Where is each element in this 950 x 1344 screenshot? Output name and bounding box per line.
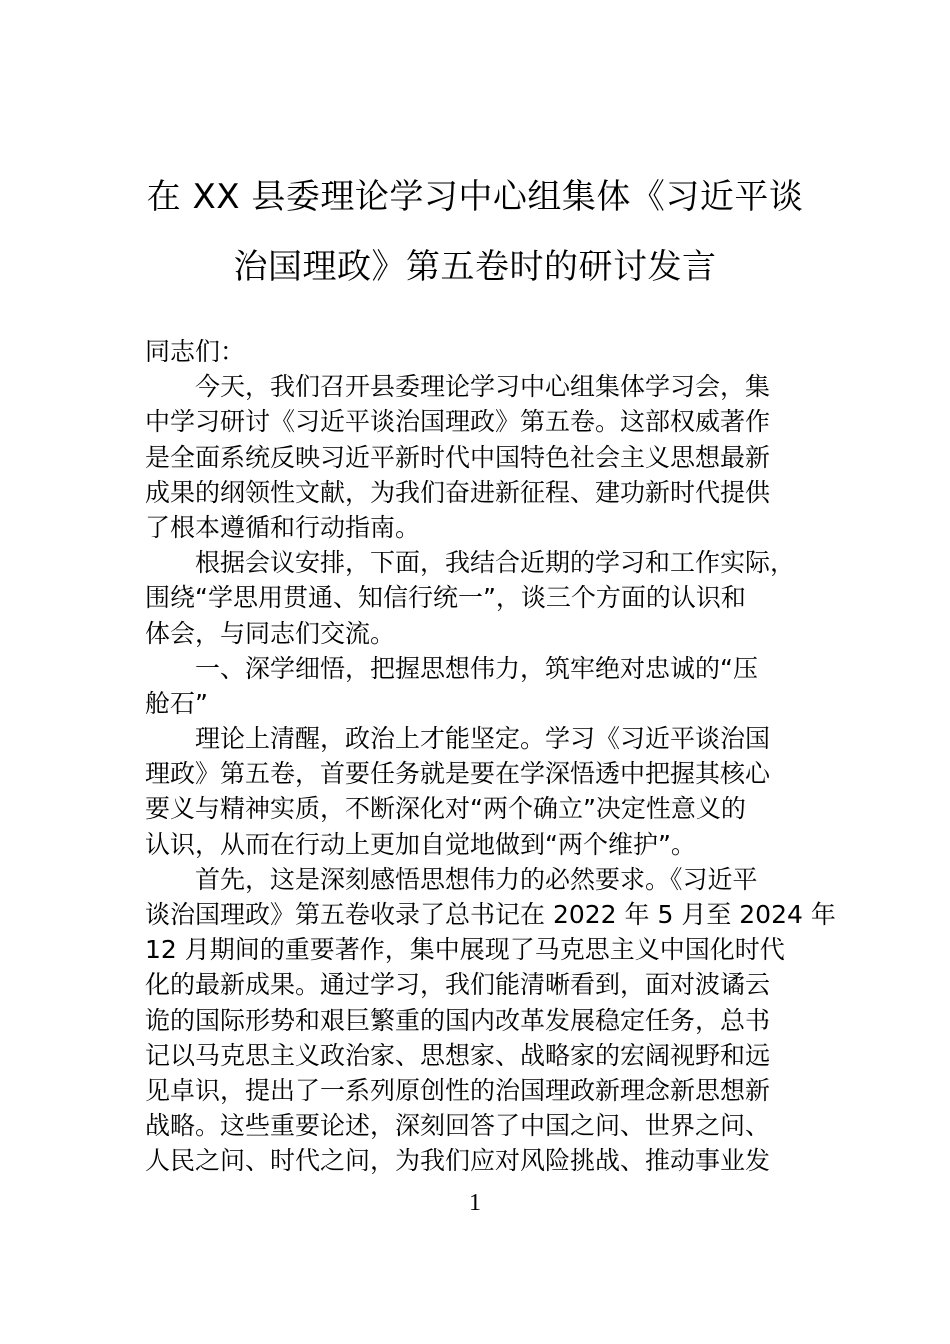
section-heading-line: 舱石” xyxy=(145,688,208,718)
body-line: 理论上清醒，政治上才能坚定。学习《习近平谈治国 xyxy=(195,724,771,754)
body-line: 中学习研讨《习近平谈治国理政》第五卷。这部权威著作 xyxy=(145,407,771,437)
body-line: 同志们： xyxy=(145,337,246,366)
body-line: 12 月期间的重要著作，集中展现了马克思主义中国化时代 xyxy=(145,935,785,965)
section-heading-line: 一、深学细悟，把握思想伟力，筑牢绝对忠诚的“压 xyxy=(195,653,758,683)
body-line: 体会，与同志们交流。 xyxy=(145,618,396,648)
body-line: 首先，这是深刻感悟思想伟力的必然要求。《习近平 xyxy=(195,864,758,894)
body-line: 根据会议安排，下面，我结合近期的学习和工作实际， xyxy=(195,548,796,578)
body-line: 了根本遵循和行动指南。 xyxy=(145,512,421,542)
body-line: 诡的国际形势和艰巨繁重的国内改革发展稳定任务，总书 xyxy=(145,1005,771,1035)
body-line: 要义与精神实质，不断深化对“两个确立”决定性意义的 xyxy=(145,794,746,824)
page-number: 1 xyxy=(469,1190,481,1216)
body-line: 今天，我们召开县委理论学习中心组集体学习会，集 xyxy=(195,372,771,402)
body-line: 战略。这些重要论述，深刻回答了中国之问、世界之问、 xyxy=(145,1111,771,1141)
body-line: 成果的纲领性文献，为我们奋进新征程、建功新时代提供 xyxy=(145,477,771,507)
body-line: 化的最新成果。通过学习，我们能清晰看到，面对波谲云 xyxy=(145,970,771,1000)
document-title-line-1: 在 XX 县委理论学习中心组集体《习近平谈 xyxy=(146,177,804,217)
body-line: 是全面系统反映习近平新时代中国特色社会主义思想最新 xyxy=(145,442,771,472)
body-line: 认识，从而在行动上更加自觉地做到“两个维护”。 xyxy=(145,829,696,859)
body-line: 记以马克思主义政治家、思想家、战略家的宏阔视野和远 xyxy=(145,1040,771,1070)
body-line: 人民之问、时代之问，为我们应对风险挑战、推动事业发 xyxy=(145,1146,771,1176)
document-body xyxy=(145,334,835,1179)
body-line: 见卓识，提出了一系列原创性的治国理政新理念新思想新 xyxy=(145,1075,771,1105)
body-line: 理政》第五卷，首要任务就是要在学深悟透中把握其核心 xyxy=(145,759,771,789)
body-line: 谈治国理政》第五卷收录了总书记在 2022 年 5 月至 2024 年 xyxy=(145,900,836,929)
body-line: 围绕“学思用贯通、知信行统一”，谈三个方面的认识和 xyxy=(145,583,746,613)
document-title-line-2: 治国理政》第五卷时的研讨发言 xyxy=(233,247,717,287)
